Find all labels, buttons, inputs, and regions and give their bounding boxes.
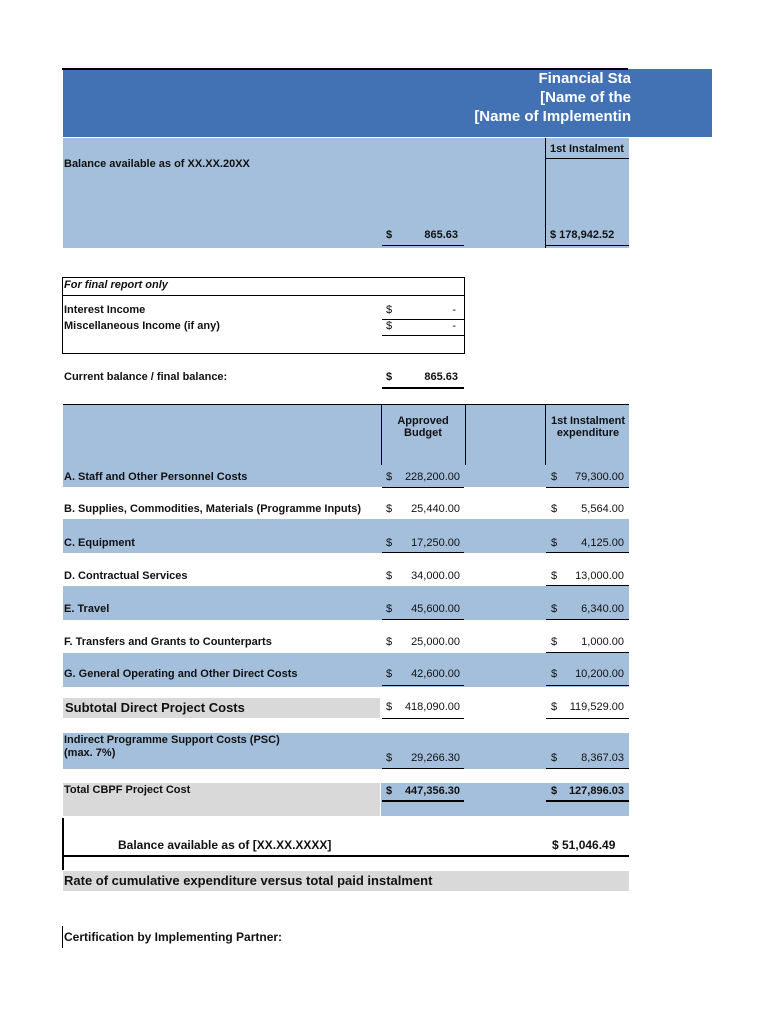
header-title-line-3: [Name of Implementin — [474, 108, 631, 125]
subtotal-label: Subtotal Direct Project Costs — [65, 700, 245, 715]
approved-value: 25,440.00 — [411, 503, 460, 515]
divider — [382, 685, 464, 686]
balance-available-value: $ 51,046.49 — [552, 838, 616, 852]
budget-row-label: E. Travel — [64, 603, 110, 615]
budget-row-label: G. General Operating and Other Direct Costs — [64, 668, 298, 680]
current-balance-label: Current balance / final balance: — [64, 371, 228, 383]
certification-label: Certification by Implementing Partner: — [64, 930, 283, 944]
budget-row-label: A. Staff and Other Personnel Costs — [64, 471, 248, 483]
interest-income-value: - — [452, 304, 456, 316]
budget-row-label: B. Supplies, Commodities, Materials (Programme Inputs) — [64, 503, 362, 515]
instalment-currency: $ — [551, 503, 558, 515]
instalment-value: 6,340.00 — [581, 603, 624, 615]
instalment-balance-value: $ 178,942.52 — [550, 229, 615, 241]
approved-currency: $ — [386, 603, 393, 615]
instalment-value: 13,000.00 — [575, 570, 624, 582]
approved-value: 42,600.00 — [411, 668, 460, 680]
approved-budget-header: Approved Budget — [397, 415, 449, 439]
total-label: Total CBPF Project Cost — [64, 784, 191, 796]
instalment-currency: $ — [551, 785, 558, 797]
approved-currency: $ — [386, 537, 393, 549]
divider — [382, 552, 464, 553]
subtotal-approved: 418,090.00 — [404, 701, 460, 713]
instalment-header: 1st Instalment — [550, 143, 624, 155]
balance-value: 865.63 — [424, 229, 458, 241]
approved-value: 228,200.00 — [404, 471, 460, 483]
interest-income-currency: $ — [386, 304, 393, 316]
instalment-value: 79,300.00 — [575, 471, 624, 483]
approved-value: 17,250.00 — [411, 537, 460, 549]
header-title-line-2: [Name of the — [540, 89, 631, 106]
approved-currency: $ — [386, 752, 393, 764]
approved-currency: $ — [386, 668, 393, 680]
divider — [62, 818, 64, 870]
instalment-currency: $ — [551, 471, 558, 483]
interest-income-label: Interest Income — [64, 304, 146, 316]
divider — [546, 619, 629, 620]
divider — [382, 768, 464, 769]
divider — [545, 138, 546, 248]
instalment-value: 5,564.00 — [581, 503, 624, 515]
budget-row-label: D. Contractual Services — [64, 570, 188, 582]
divider — [381, 405, 382, 465]
approved-currency: $ — [386, 503, 393, 515]
instalment-currency: $ — [551, 636, 558, 648]
divider — [382, 487, 464, 488]
divider — [382, 335, 465, 336]
approved-currency: $ — [386, 636, 393, 648]
budget-row-e — [63, 586, 629, 620]
divider — [382, 800, 464, 802]
psc-instalment: 8,367.03 — [581, 752, 624, 764]
divider — [382, 387, 464, 389]
header-title-line-1: Financial Sta — [538, 70, 631, 87]
final-report-heading: For final report only — [64, 279, 168, 291]
misc-income-label: Miscellaneous Income (if any) — [64, 320, 220, 332]
approved-currency: $ — [386, 701, 393, 713]
divider — [62, 926, 63, 948]
current-balance-value: 865.63 — [424, 371, 458, 383]
balance-currency: $ — [386, 229, 393, 241]
instalment-currency: $ — [551, 668, 558, 680]
divider — [546, 487, 629, 488]
psc-approved: 29,266.30 — [411, 752, 460, 764]
divider — [382, 245, 464, 246]
psc-label-line-1: Indirect Programme Support Costs (PSC) — [64, 734, 280, 746]
approved-currency: $ — [386, 471, 393, 483]
psc-label-line-2: (max. 7%) — [64, 747, 116, 759]
divider — [545, 158, 629, 159]
divider — [546, 552, 629, 553]
instalment-value: 4,125.00 — [581, 537, 624, 549]
instalment-currency: $ — [551, 701, 558, 713]
instalment-currency: $ — [551, 752, 558, 764]
current-balance-currency: $ — [386, 371, 393, 383]
budget-row-label: C. Equipment — [64, 537, 135, 549]
divider — [545, 245, 629, 246]
divider — [546, 685, 629, 686]
header-title — [300, 69, 631, 137]
divider — [546, 768, 629, 769]
approved-currency: $ — [386, 785, 393, 797]
approved-value: 45,600.00 — [411, 603, 460, 615]
divider — [63, 855, 629, 857]
total-instalment: 127,896.03 — [568, 785, 624, 797]
balance-label: Balance available as of XX.XX.20XX — [64, 158, 250, 170]
balance-available-label: Balance available as of [XX.XX.XXXX] — [118, 838, 332, 852]
instalment-currency: $ — [551, 537, 558, 549]
approved-value: 25,000.00 — [411, 636, 460, 648]
instalment-expenditure-header: 1st Instalment expenditure — [551, 415, 625, 439]
approved-currency: $ — [386, 570, 393, 582]
psc-label — [64, 734, 280, 760]
instalment-value: 1,000.00 — [581, 636, 624, 648]
divider — [546, 800, 629, 802]
misc-income-value: - — [452, 320, 456, 332]
total-approved: 447,356.30 — [404, 785, 460, 797]
divider — [382, 718, 464, 719]
subtotal-instalment: 119,529.00 — [569, 701, 624, 713]
divider — [465, 405, 466, 465]
approved-value: 34,000.00 — [411, 570, 460, 582]
budget-row-label: F. Transfers and Grants to Counterparts — [64, 636, 272, 648]
misc-income-currency: $ — [386, 320, 393, 332]
instalment-value: 10,200.00 — [575, 668, 624, 680]
divider — [546, 718, 629, 719]
divider — [382, 619, 464, 620]
instalment-currency: $ — [551, 570, 558, 582]
instalment-currency: $ — [551, 603, 558, 615]
divider — [62, 295, 465, 296]
budget-row-c — [63, 519, 629, 553]
rate-label: Rate of cumulative expenditure versus total paid instalment — [64, 873, 433, 888]
